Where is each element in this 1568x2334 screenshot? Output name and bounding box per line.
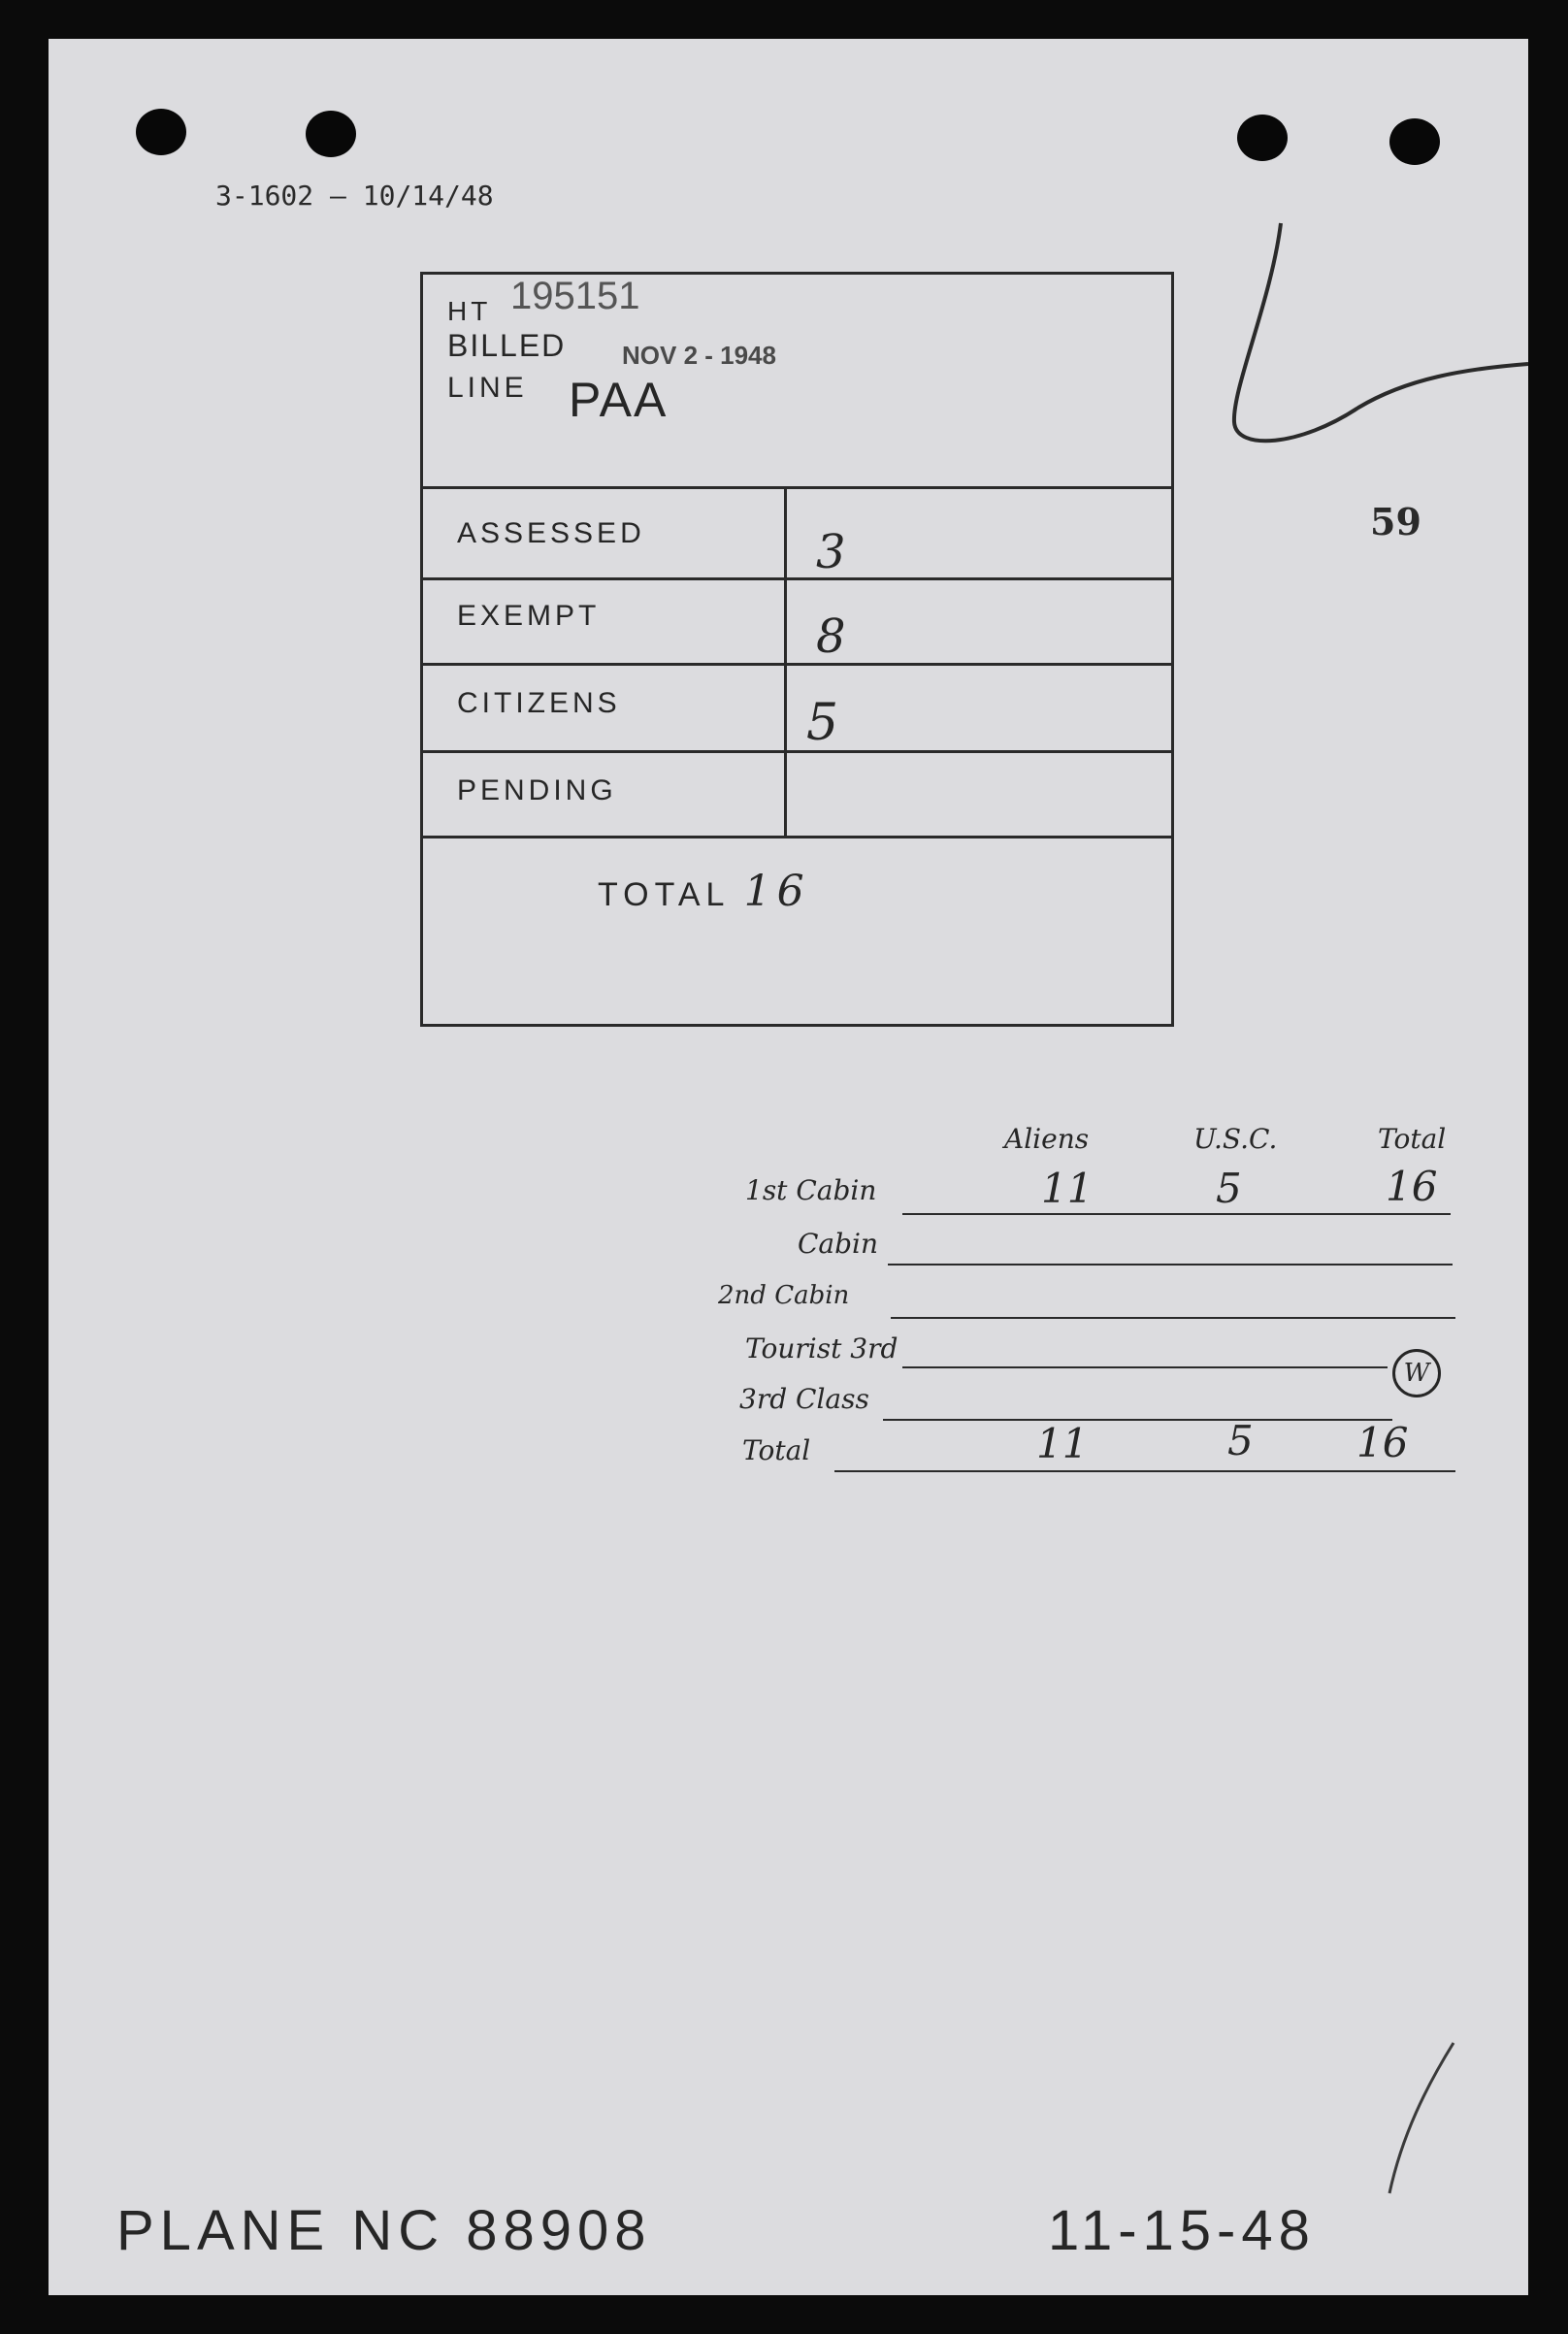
header-separator: — [330,180,346,212]
row-rule [888,1264,1453,1266]
assessed-value: 3 [816,525,846,579]
row-label: Total [742,1434,811,1466]
row-aliens: 11 [1036,1420,1089,1467]
billed-date-stamp: NOV 2 - 1948 [622,341,776,370]
row-aliens: 11 [1041,1165,1094,1212]
billed-label: BILLED [447,328,567,363]
card-divider [423,663,1172,666]
row-label: Cabin [798,1228,879,1260]
card-total-value: 16 [743,867,810,916]
card-divider [423,577,1172,580]
footer-plane: PLANE NC 88908 [116,2199,652,2262]
card-divider [423,750,1172,753]
ht-label: HT [447,296,492,326]
citizens-value: 5 [806,694,839,752]
column-aliens: Aliens [1004,1123,1090,1155]
ht-number-stamp: 195151 [510,275,640,317]
row-total: 16 [1356,1419,1409,1466]
row-total: 16 [1386,1163,1438,1210]
circled-mark-letter: W [1403,1359,1430,1388]
column-usc: U.S.C. [1193,1123,1278,1155]
row-rule [902,1366,1388,1368]
line-value: PAA [569,373,669,427]
header-date: 10/14/48 [362,180,494,212]
punch-hole [1389,118,1440,165]
card-divider [423,486,1172,489]
row-label: Tourist 3rd [745,1332,898,1364]
row-rule [834,1470,1455,1472]
card-total [598,867,810,916]
row-rule [902,1213,1451,1215]
pending-label: PENDING [457,774,617,806]
column-total: Total [1378,1123,1447,1155]
document-page [49,39,1528,2295]
pen-stroke-mark [1368,2038,1465,2203]
row-usc: 5 [1216,1165,1242,1212]
header-line [215,180,494,212]
page-number: 59 [1370,500,1421,543]
line-label: LINE [447,372,528,404]
row-usc: 5 [1227,1417,1254,1464]
card-divider [423,836,1172,838]
circled-mark [1392,1349,1441,1397]
footer-date: 11-15-48 [1048,2199,1316,2262]
row-label: 3rd Class [739,1383,869,1415]
row-label: 1st Cabin [745,1174,877,1206]
punch-hole [136,109,186,155]
card-total-label: TOTAL [598,876,730,913]
card-column-divider [784,486,787,836]
citizens-label: CITIZENS [457,687,621,719]
pen-stroke-mark [1213,184,1533,476]
row-rule [891,1317,1455,1319]
row-rule [883,1419,1392,1421]
punch-hole [306,111,356,157]
file-reference: 3-1602 [215,180,314,212]
assessed-label: ASSESSED [457,517,645,549]
exempt-value: 8 [816,609,846,664]
tax-card [420,272,1174,1027]
row-label: 2nd Cabin [718,1281,850,1310]
exempt-label: EXEMPT [457,600,601,632]
punch-hole [1237,115,1288,161]
